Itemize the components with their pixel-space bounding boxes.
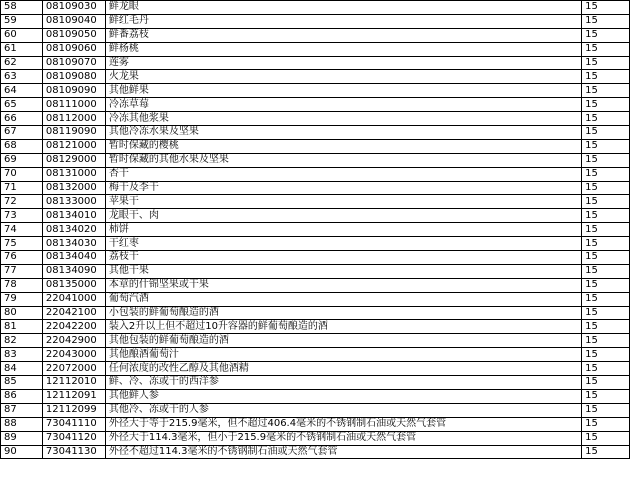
table-row: [1, 251, 630, 265]
table-row: [1, 153, 630, 167]
table-row: [1, 56, 630, 70]
hs-code-cell: 08119090: [42, 126, 105, 140]
product-name-cell: 外径大于114.3毫米，但小于215.9毫米的不锈钢制石油或天然气套管: [105, 431, 581, 445]
row-number-cell: 65: [1, 98, 43, 112]
tariff-rate-cell: 15: [582, 195, 630, 209]
hs-code-cell: 08134040: [42, 251, 105, 265]
product-name-cell: 外径不超过114.3毫米的不锈钢制石油或天然气套管: [105, 445, 581, 459]
product-name-cell: 其他包装的鲜葡萄酿造的酒: [105, 334, 581, 348]
hs-code-cell: 08134020: [42, 223, 105, 237]
table-row: [1, 70, 630, 84]
row-number-cell: 75: [1, 237, 43, 251]
row-number-cell: 72: [1, 195, 43, 209]
hs-code-cell: 08133000: [42, 195, 105, 209]
table-row: [1, 445, 630, 459]
product-name-cell: 其他冷、冻或干的人参: [105, 403, 581, 417]
table-row: [1, 362, 630, 376]
row-number-cell: 68: [1, 139, 43, 153]
hs-code-cell: 08135000: [42, 278, 105, 292]
table-row: [1, 181, 630, 195]
table-row: [1, 403, 630, 417]
hs-code-cell: 12112099: [42, 403, 105, 417]
tariff-rate-cell: 15: [582, 98, 630, 112]
table-row: [1, 112, 630, 126]
product-name-cell: 柿饼: [105, 223, 581, 237]
tariff-rate-cell: 15: [582, 292, 630, 306]
product-name-cell: 荔枝干: [105, 251, 581, 265]
row-number-cell: 83: [1, 348, 43, 362]
hs-code-cell: 12112010: [42, 376, 105, 390]
product-name-cell: 干红枣: [105, 237, 581, 251]
product-name-cell: 装入2升以上但不超过10升容器的鲜葡萄酿造的酒: [105, 320, 581, 334]
row-number-cell: 67: [1, 126, 43, 140]
hs-code-cell: 73041110: [42, 417, 105, 431]
tariff-rate-cell: 15: [582, 1, 630, 15]
hs-code-cell: 08134090: [42, 264, 105, 278]
product-name-cell: 鲜龙眼: [105, 1, 581, 15]
hs-code-cell: 22072000: [42, 362, 105, 376]
tariff-rate-cell: 15: [582, 209, 630, 223]
tariff-rate-cell: 15: [582, 334, 630, 348]
product-name-cell: 暂时保藏的樱桃: [105, 139, 581, 153]
hs-code-cell: 08132000: [42, 181, 105, 195]
hs-code-cell: 08109060: [42, 42, 105, 56]
tariff-rate-cell: 15: [582, 28, 630, 42]
product-name-cell: 其他干果: [105, 264, 581, 278]
tariff-rate-cell: 15: [582, 417, 630, 431]
hs-code-cell: 08111000: [42, 98, 105, 112]
table-row: [1, 209, 630, 223]
row-number-cell: 89: [1, 431, 43, 445]
hs-code-cell: 08121000: [42, 139, 105, 153]
row-number-cell: 59: [1, 14, 43, 28]
tariff-rate-cell: 15: [582, 320, 630, 334]
product-name-cell: 火龙果: [105, 70, 581, 84]
tariff-rate-cell: 15: [582, 42, 630, 56]
product-name-cell: 龙眼干、肉: [105, 209, 581, 223]
product-name-cell: 任何浓度的改性乙醇及其他酒精: [105, 362, 581, 376]
row-number-cell: 87: [1, 403, 43, 417]
row-number-cell: 88: [1, 417, 43, 431]
product-name-cell: 小包装的鲜葡萄酿造的酒: [105, 306, 581, 320]
tariff-rate-cell: 15: [582, 376, 630, 390]
table-row: [1, 1, 630, 15]
row-number-cell: 81: [1, 320, 43, 334]
table-row: [1, 237, 630, 251]
hs-code-cell: 73041130: [42, 445, 105, 459]
row-number-cell: 62: [1, 56, 43, 70]
tariff-rate-cell: 15: [582, 181, 630, 195]
row-number-cell: 82: [1, 334, 43, 348]
table-row: [1, 195, 630, 209]
hs-code-cell: 22042900: [42, 334, 105, 348]
row-number-cell: 80: [1, 306, 43, 320]
table-row: [1, 84, 630, 98]
table-row: [1, 14, 630, 28]
product-name-cell: 本章的什锦坚果或干果: [105, 278, 581, 292]
tariff-rate-cell: 15: [582, 56, 630, 70]
product-name-cell: 鲜、冷、冻或干的西洋参: [105, 376, 581, 390]
table-row: [1, 376, 630, 390]
product-name-cell: 鲜番荔枝: [105, 28, 581, 42]
table-row: [1, 98, 630, 112]
tariff-rate-cell: 15: [582, 362, 630, 376]
product-name-cell: 杏干: [105, 167, 581, 181]
tariff-rate-cell: 15: [582, 14, 630, 28]
hs-code-cell: 12112091: [42, 389, 105, 403]
hs-code-cell: 08109090: [42, 84, 105, 98]
table-row: [1, 223, 630, 237]
tariff-rate-cell: 15: [582, 431, 630, 445]
product-name-cell: 鲜红毛丹: [105, 14, 581, 28]
row-number-cell: 77: [1, 264, 43, 278]
product-name-cell: 冷冻其他浆果: [105, 112, 581, 126]
product-name-cell: 其他酿酒葡萄汁: [105, 348, 581, 362]
row-number-cell: 61: [1, 42, 43, 56]
tariff-rate-cell: 15: [582, 237, 630, 251]
tariff-rate-cell: 15: [582, 167, 630, 181]
table-row: [1, 389, 630, 403]
tariff-rate-cell: 15: [582, 264, 630, 278]
table-row: [1, 334, 630, 348]
hs-code-cell: 73041120: [42, 431, 105, 445]
hs-code-cell: 08134010: [42, 209, 105, 223]
hs-code-cell: 22042200: [42, 320, 105, 334]
row-number-cell: 71: [1, 181, 43, 195]
tariff-rate-cell: 15: [582, 278, 630, 292]
tariff-rate-cell: 15: [582, 223, 630, 237]
table-row: [1, 126, 630, 140]
row-number-cell: 76: [1, 251, 43, 265]
hs-code-cell: 08109040: [42, 14, 105, 28]
product-name-cell: 暂时保藏的其他水果及坚果: [105, 153, 581, 167]
hs-code-cell: 08109070: [42, 56, 105, 70]
hs-code-cell: 08134030: [42, 237, 105, 251]
hs-code-cell: 22042100: [42, 306, 105, 320]
row-number-cell: 78: [1, 278, 43, 292]
row-number-cell: 90: [1, 445, 43, 459]
tariff-rate-cell: 15: [582, 139, 630, 153]
hs-code-cell: 08131000: [42, 167, 105, 181]
row-number-cell: 73: [1, 209, 43, 223]
tariff-rate-cell: 15: [582, 403, 630, 417]
table-row: [1, 42, 630, 56]
product-name-cell: 其他鲜人参: [105, 389, 581, 403]
table-row: [1, 320, 630, 334]
row-number-cell: 66: [1, 112, 43, 126]
table-body: [1, 1, 630, 459]
tariff-rate-cell: 15: [582, 84, 630, 98]
table-row: [1, 306, 630, 320]
row-number-cell: 64: [1, 84, 43, 98]
row-number-cell: 70: [1, 167, 43, 181]
hs-code-cell: 08112000: [42, 112, 105, 126]
table-row: [1, 139, 630, 153]
product-name-cell: 其他鲜果: [105, 84, 581, 98]
table-row: [1, 167, 630, 181]
hs-code-cell: 08109030: [42, 1, 105, 15]
tariff-rate-cell: 15: [582, 126, 630, 140]
tariff-rate-cell: 15: [582, 70, 630, 84]
product-name-cell: 葡萄汽酒: [105, 292, 581, 306]
row-number-cell: 86: [1, 389, 43, 403]
product-name-cell: 外径大于等于215.9毫米，但不超过406.4毫米的不锈钢制石油或天然气套管: [105, 417, 581, 431]
row-number-cell: 74: [1, 223, 43, 237]
table-row: [1, 292, 630, 306]
table-row: [1, 278, 630, 292]
table-row: [1, 28, 630, 42]
hs-code-cell: 22041000: [42, 292, 105, 306]
tariff-rate-cell: 15: [582, 153, 630, 167]
product-name-cell: 其他冷冻水果及坚果: [105, 126, 581, 140]
table-row: [1, 417, 630, 431]
row-number-cell: 85: [1, 376, 43, 390]
product-name-cell: 苹果干: [105, 195, 581, 209]
row-number-cell: 69: [1, 153, 43, 167]
row-number-cell: 84: [1, 362, 43, 376]
tariff-rate-cell: 15: [582, 389, 630, 403]
row-number-cell: 60: [1, 28, 43, 42]
tariff-rate-cell: 15: [582, 306, 630, 320]
product-name-cell: 鲜杨桃: [105, 42, 581, 56]
tariff-rate-cell: 15: [582, 251, 630, 265]
table-row: [1, 431, 630, 445]
hs-code-cell: 08109080: [42, 70, 105, 84]
tariff-rate-cell: 15: [582, 348, 630, 362]
table-row: [1, 264, 630, 278]
product-name-cell: 冷冻草莓: [105, 98, 581, 112]
hs-code-cell: 08109050: [42, 28, 105, 42]
hs-code-cell: 08129000: [42, 153, 105, 167]
row-number-cell: 79: [1, 292, 43, 306]
hs-code-cell: 22043000: [42, 348, 105, 362]
tariff-rate-cell: 15: [582, 445, 630, 459]
row-number-cell: 63: [1, 70, 43, 84]
tariff-rate-cell: 15: [582, 112, 630, 126]
product-name-cell: 梅干及李干: [105, 181, 581, 195]
table-row: [1, 348, 630, 362]
row-number-cell: 58: [1, 1, 43, 15]
product-name-cell: 莲雾: [105, 56, 581, 70]
